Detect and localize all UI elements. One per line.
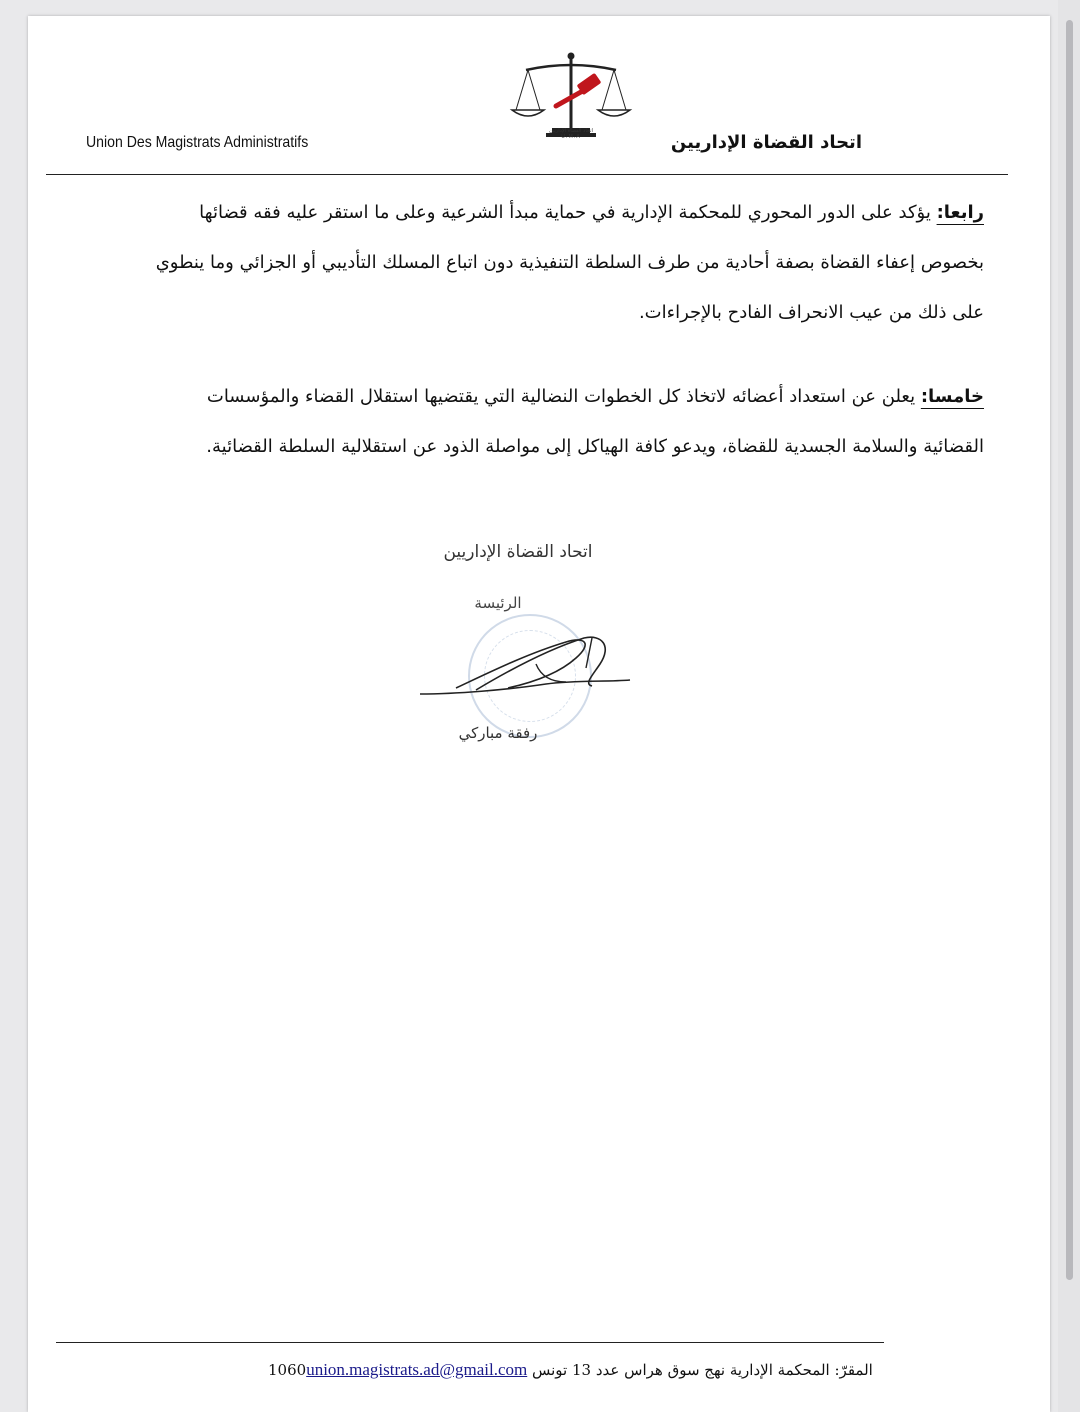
signature-organization: اتحاد القضاة الإداريين (443, 542, 593, 562)
footer-address: المقرّ: المحكمة الإدارية نهج سوق هراس عدد 13 تونس 1060 (268, 1361, 873, 1379)
paragraph-text: يعلن عن استعداد أعضائه لاتخاذ كل الخطوات النضالية التي يقتضيها استقلال القضاء والمؤسسات (206, 386, 916, 407)
footer-divider (56, 1342, 884, 1343)
handwritten-signature-icon (416, 624, 636, 714)
signature-role: الرئيسة (474, 594, 522, 612)
footer-contact (268, 1360, 873, 1380)
signatory-name: رفقة مباركي (458, 724, 538, 742)
paragraph-line: بخصوص إعفاء القضاة بصفة أحادية من طرف السلطة التنفيذية دون اتباع المسلك التأديبي أو الجزائي وما ينطوي (155, 252, 984, 273)
header-divider (46, 174, 1008, 175)
paragraph-line (84, 188, 984, 238)
paragraph-line: القضائية والسلامة الجسدية للقضاة، ويدعو كافة الهياكل إلى مواصلة الذود عن استقلالية السلطة القضائية. (206, 436, 984, 457)
logo-abbreviation: U.M.A (561, 134, 581, 140)
footer-email-link[interactable]: union.magistrats.ad@gmail.com (306, 1360, 528, 1379)
document-page (28, 16, 1050, 1412)
paragraph-line (84, 372, 984, 422)
paragraph-fourth (84, 188, 984, 338)
paragraph-text: يؤكد على الدور المحوري للمحكمة الإدارية في حماية مبدأ الشرعية وعلى ما استقر عليه فقه قضائها (199, 202, 931, 223)
scrollbar-thumb[interactable] (1066, 20, 1073, 1280)
scrollbar-track[interactable] (1058, 0, 1080, 1412)
paragraph-lead: رابعا: (936, 202, 984, 223)
paragraph-fifth (84, 372, 984, 472)
signature-block (378, 528, 658, 748)
organization-name-latin: Union Des Magistrats Administratifs (86, 134, 309, 151)
logo-caption: اتحاد القضاة الإداريين (549, 128, 593, 134)
paragraph-lead: خامسا: (920, 386, 984, 407)
organization-name-arabic: اتحاد القضاة الإداريين (670, 132, 862, 153)
paragraph-line: على ذلك من عيب الانحراف الفادح بالإجراءات. (638, 302, 984, 323)
